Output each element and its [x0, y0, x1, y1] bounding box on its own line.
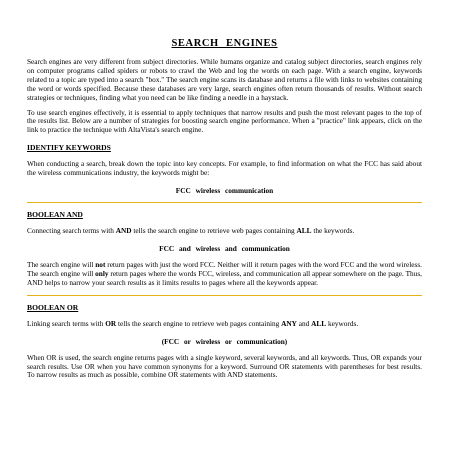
boolean-and-text: Connecting search terms with AND tells the search engine to retrieve web pages containing ALL the keywords. [27, 226, 355, 236]
or-operator: OR [105, 318, 117, 328]
page-title: SEARCH ENGINES [171, 38, 278, 49]
intro-paragraph-2: To use search engines effectively, it is essential to apply techniques that narrow results and push the most relevant pages to the top of the results list. Below are a number of strategies for boosting search engine performance. When a "practice" link appears, click on the link to practice the technique with AltaVista's search engine. [27, 107, 422, 135]
intro-paragraph-1: Search engines are very different from subject directories. While humans organize and catalog subject directories, search engines rely on computer programs called spiders or robots to crawl the Web and log the words on each page. With a search engine, keywords related to a topic are typed into a search "box." The search engine scans its database and returns a file with links to websites containing the word or words specified. Because these databases are very large, search engines often return thousands of results. Without search strategies or techniques, finding what you need can be like finding a needle in a haystack. [27, 57, 422, 102]
boolean-or-text: Linking search terms with OR tells the search engine to retrieve web pages containing ANY and ALL keywords. [27, 318, 359, 328]
keywords-example: FCC wireless communication [175, 186, 274, 196]
boolean-and-explanation: The search engine will not return pages with just the word FCC. Neither will it return pages with the word FCC and the word wireless. The search engine will only return pages where the words FCC, wireless, and communication all appear somewhere on the page. Thus, AND helps to narrow your search results as it limits results to pages where all the keywords appear. [27, 259, 422, 287]
not-emphasis: not [95, 259, 106, 269]
boolean-or-example: (FCC or wireless or communication) [161, 336, 288, 346]
boolean-or-explanation: When OR is used, the search engine returns pages with a single keyword, several keywords, and all keywords. Thus, OR expands your search results. Use OR when you have common synonyms for a keyword. Surround OR statements with parentheses for best results. To narrow results as much as possible, combine OR statements with AND statements. [27, 352, 422, 380]
boolean-and-heading: BOOLEAN AND [27, 210, 83, 220]
boolean-or-heading: BOOLEAN OR [27, 302, 79, 312]
identify-keywords-text: When conducting a search, break down the topic into key concepts. For example, to find information on what the FCC has said about the wireless communications industry, the keywords might be: [27, 159, 422, 178]
any-emphasis: ANY [281, 318, 297, 328]
boolean-and-example: FCC and wireless and communication [159, 243, 290, 253]
only-emphasis: only [95, 268, 109, 278]
identify-keywords-heading: IDENTIFY KEYWORDS [27, 143, 111, 153]
and-operator: AND [115, 226, 132, 236]
all-emphasis: ALL [311, 318, 327, 328]
all-emphasis: ALL [296, 226, 312, 236]
